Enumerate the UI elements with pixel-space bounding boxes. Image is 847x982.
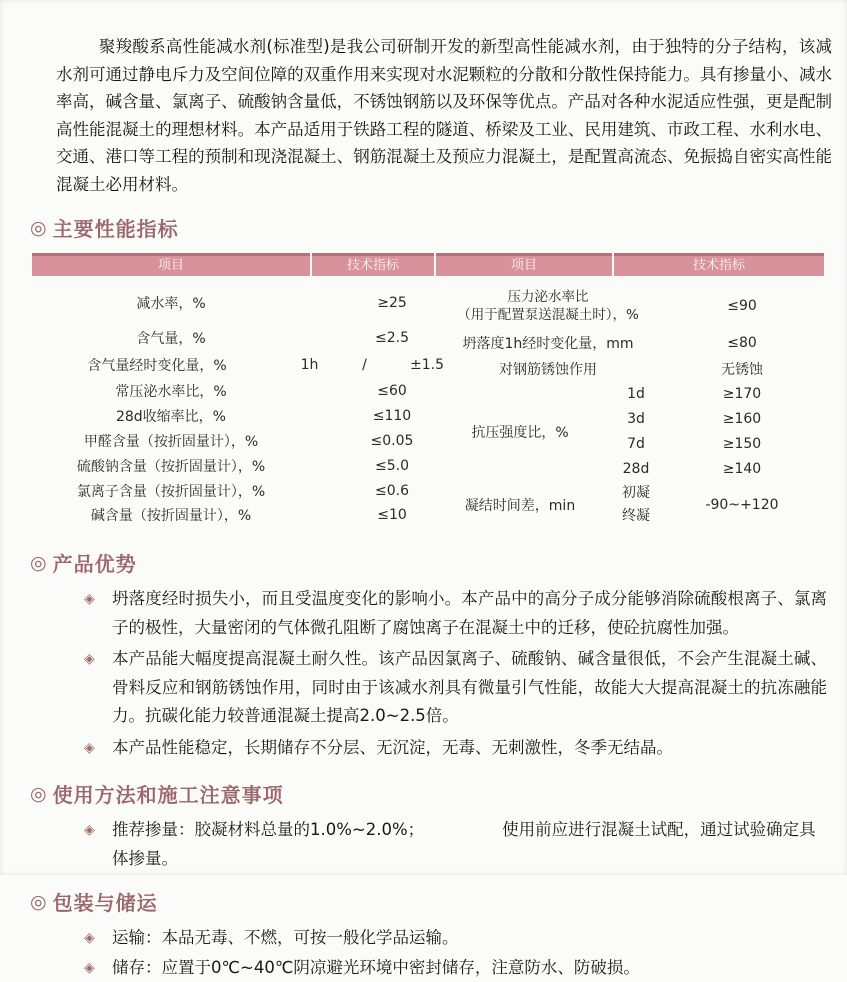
row-item: 甲醛含量（按折固量计），% xyxy=(32,431,310,451)
section-marker-icon: ◎ xyxy=(30,217,48,239)
bullet-text: 运输：本品无毒、不燃，可按一般化学品运输。 xyxy=(112,924,827,953)
section-title-usage xyxy=(30,779,847,808)
table-header-row xyxy=(32,253,820,276)
table-row xyxy=(432,282,820,330)
row-item-line2: （用于配置泵送混凝土时），% xyxy=(432,306,664,324)
age-label: 7d xyxy=(608,432,664,457)
initial-set-label: 初凝 xyxy=(608,482,664,505)
age-value: ≥140 xyxy=(664,457,820,482)
section-marker-icon: ◎ xyxy=(30,783,48,805)
row-value: 无锈蚀 xyxy=(664,359,820,379)
row-value: ≤60 xyxy=(310,383,432,399)
section-title-advantages xyxy=(30,548,847,577)
age-label: 28d xyxy=(608,457,664,482)
bullet-diamond-icon: ◈ xyxy=(84,816,101,873)
trial-mix-note: 使用前应进行混凝土试配，通过试验确定具体掺量。 xyxy=(112,820,816,868)
compressive-strength-group xyxy=(432,382,820,482)
row-separator: / xyxy=(337,357,392,373)
bullet-text: 储存：应置于0℃~40℃阴凉避光环境中密封储存，注意防水、防破损。 xyxy=(112,954,827,982)
bullet-diamond-icon: ◈ xyxy=(84,585,101,642)
section-title-text: 包装与储运 xyxy=(53,887,158,916)
row-item: 硫酸钠含量（按折固量计），% xyxy=(32,456,310,476)
table-row xyxy=(432,330,820,356)
age-value: ≥160 xyxy=(664,407,820,432)
table-row xyxy=(32,428,432,453)
table-row xyxy=(32,352,462,378)
table-body xyxy=(32,276,820,528)
bullet-diamond-icon: ◈ xyxy=(84,734,101,763)
usage-line xyxy=(112,816,827,873)
age-label: 1d xyxy=(608,382,664,407)
age-value: ≥170 xyxy=(664,382,820,407)
intro-paragraph: 聚羧酸系高性能减水剂(标准型)是我公司研制开发的新型高性能减水剂，由于独特的分子结构，该减水剂可通过静电斥力及空间位障的双重作用来实现对水泥颗粒的分散和分散性保持能力。具有掺量小、减水率高，碱含量、氯离子、硫酸钠含量低，不锈蚀钢筋以及环保等优点。产品对各种水泥适应性强，更是配制高性能混凝土的理想材料。本产品适用于铁路工程的隧道、桥梁及工业、民用建筑、市政工程、水利水电、交通、港口等工程的预制和现浇混凝土、钢筋混凝土及预应力混凝土，是配置高流态、免振捣自密实高性能混凝土必用材料。 xyxy=(0,0,847,198)
list-item xyxy=(84,585,827,642)
advantages-list xyxy=(84,585,827,762)
bullet-text: 本产品性能稳定，长期储存不分层、无沉淀，无毒、无刺激性，冬季无结晶。 xyxy=(112,734,827,763)
table-row xyxy=(32,403,432,428)
bullet-diamond-icon: ◈ xyxy=(84,954,101,982)
table-row xyxy=(32,324,432,352)
final-set-label: 终凝 xyxy=(608,505,664,528)
bullet-diamond-icon: ◈ xyxy=(84,645,101,731)
dosage-text: 推荐掺量：胶凝材料总量的1.0%~2.0%； xyxy=(112,820,424,839)
table-row xyxy=(32,478,432,503)
table-row xyxy=(32,503,432,526)
bullet-diamond-icon: ◈ xyxy=(84,924,101,953)
section-title-text: 使用方法和施工注意事项 xyxy=(53,779,284,808)
section-title-packaging xyxy=(30,887,847,916)
table-header-item-left: 项目 xyxy=(32,253,310,276)
row-value: ≤2.5 xyxy=(310,330,432,346)
row-item: 含气量经时变化量，% xyxy=(32,355,282,375)
table-row xyxy=(32,282,432,324)
bullet-text: 坍落度经时损失小，而且受温度变化的影响小。本产品中的高分子成分能够消除硫酸根离子、氯离子的极性，大量密闭的气体微孔阻断了腐蚀离子在混凝土中的迁移，使砼抗腐性加强。 xyxy=(112,585,827,642)
section-marker-icon: ◎ xyxy=(30,552,48,574)
age-value: ≥150 xyxy=(664,432,820,457)
table-header-spec-left: 技术指标 xyxy=(312,253,434,276)
row-item: 含气量，% xyxy=(32,328,310,348)
row-value: ≤110 xyxy=(310,408,432,424)
section-title-text: 产品优势 xyxy=(53,548,137,577)
row-item: 常压泌水率比，% xyxy=(32,381,310,401)
row-value: ≤90 xyxy=(664,298,820,314)
row-value: ≤80 xyxy=(664,335,820,351)
bullet-text: 本产品能大幅度提高混凝土耐久性。该产品因氯离子、硫酸钠、碱含量很低，不会产生混凝土碱、骨料反应和钢筋锈蚀作用，同时由于该减水剂具有微量引气性能，故能大大提高混凝土的抗冻融能力。抗碳化能力较普通混凝土提高2.0~2.5倍。 xyxy=(112,645,827,731)
list-item xyxy=(84,954,827,982)
section-title-performance xyxy=(30,213,847,242)
section-title-text: 主要性能指标 xyxy=(53,213,179,242)
row-item: 碱含量（按折固量计），% xyxy=(32,505,310,525)
row-item: 减水率，% xyxy=(32,293,310,313)
row-value: ≤0.6 xyxy=(310,483,432,499)
group-item: 凝结时间差，min xyxy=(432,495,608,515)
table-header-spec-right: 技术指标 xyxy=(614,253,824,276)
row-value: ≥25 xyxy=(310,295,432,311)
row-item: 对钢筋锈蚀作用 xyxy=(432,359,664,379)
row-item: 氯离子含量（按折固量计），% xyxy=(32,481,310,501)
usage-list xyxy=(84,816,827,873)
list-item xyxy=(84,924,827,953)
section-marker-icon: ◎ xyxy=(30,891,48,913)
packaging-list xyxy=(84,924,827,982)
table-right-half xyxy=(432,282,820,528)
row-time: 1h xyxy=(282,357,337,373)
performance-table xyxy=(32,253,820,528)
group-item: 抗压强度比，% xyxy=(432,422,608,442)
age-label: 3d xyxy=(608,407,664,432)
setting-time-value: -90~+120 xyxy=(664,497,820,513)
row-item: 坍落度1h经时变化量，mm xyxy=(432,333,664,353)
table-row xyxy=(432,356,820,382)
row-value: ≤5.0 xyxy=(310,458,432,474)
list-item xyxy=(84,816,827,873)
list-item xyxy=(84,645,827,731)
row-value: ±1.5 xyxy=(392,357,462,373)
row-value: ≤10 xyxy=(310,507,432,523)
table-left-half xyxy=(32,282,432,528)
table-row xyxy=(32,453,432,478)
row-item: 28d收缩率比，% xyxy=(32,406,310,426)
setting-time-group xyxy=(432,482,820,528)
list-item xyxy=(84,734,827,763)
row-item xyxy=(432,288,664,324)
table-header-item-right: 项目 xyxy=(436,253,612,276)
table-row xyxy=(32,378,432,403)
row-item-line1: 压力泌水率比 xyxy=(432,288,664,306)
row-value: ≤0.05 xyxy=(310,433,432,449)
